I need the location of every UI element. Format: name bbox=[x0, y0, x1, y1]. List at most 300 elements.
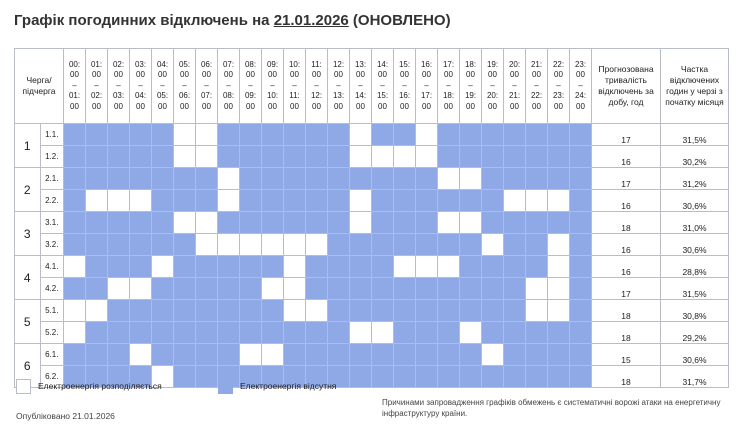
hour-header-3 bbox=[130, 49, 152, 124]
hour-header-15 bbox=[394, 49, 416, 124]
outage-cell bbox=[328, 256, 350, 278]
outage-cell bbox=[328, 278, 350, 300]
outage-share: 31,2% bbox=[661, 168, 729, 190]
outage-cell bbox=[306, 212, 328, 234]
power-cell bbox=[526, 190, 548, 212]
outage-cell bbox=[108, 256, 130, 278]
outage-cell bbox=[240, 278, 262, 300]
outage-cell bbox=[86, 278, 108, 300]
outage-cell bbox=[526, 322, 548, 344]
outage-cell bbox=[504, 234, 526, 256]
outage-cell bbox=[394, 234, 416, 256]
hour-header-part: – bbox=[402, 80, 407, 90]
hour-header-part: 20: bbox=[486, 91, 499, 101]
hour-header-part: 22: bbox=[530, 91, 543, 101]
outage-cell bbox=[306, 256, 328, 278]
outage-hours: 18 bbox=[592, 300, 661, 322]
hour-header-part: 22: bbox=[552, 59, 565, 69]
power-cell bbox=[196, 212, 218, 234]
outage-hours: 15 bbox=[592, 344, 661, 366]
outage-cell bbox=[108, 322, 130, 344]
outage-cell bbox=[504, 344, 526, 366]
outage-share: 30,2% bbox=[661, 146, 729, 168]
hour-header-19 bbox=[482, 49, 504, 124]
outage-cell bbox=[262, 146, 284, 168]
outage-cell bbox=[328, 146, 350, 168]
schedule-body bbox=[15, 124, 729, 388]
outage-cell bbox=[460, 190, 482, 212]
hour-header-part: 17: bbox=[442, 59, 455, 69]
outage-cell bbox=[526, 212, 548, 234]
outage-cell bbox=[416, 278, 438, 300]
hour-header-part: 14: bbox=[354, 91, 367, 101]
header-row bbox=[15, 49, 729, 124]
power-cell bbox=[284, 256, 306, 278]
power-cell bbox=[548, 256, 570, 278]
outage-cell bbox=[328, 344, 350, 366]
subqueue-label: 5.1. bbox=[40, 300, 63, 322]
hour-header-part: 16: bbox=[420, 59, 433, 69]
outage-share: 28,8% bbox=[661, 256, 729, 278]
outage-cell bbox=[504, 146, 526, 168]
outage-cell bbox=[152, 168, 174, 190]
hour-header-2 bbox=[108, 49, 130, 124]
hour-header-part: 07: bbox=[200, 91, 213, 101]
hour-header-part: – bbox=[226, 80, 231, 90]
outage-cell bbox=[504, 256, 526, 278]
hour-header-part: 00 bbox=[532, 70, 541, 80]
power-cell bbox=[526, 300, 548, 322]
table-row bbox=[15, 124, 729, 146]
outage-cell bbox=[548, 124, 570, 146]
outage-cell bbox=[284, 344, 306, 366]
hour-header-part: 00 bbox=[488, 101, 497, 111]
outage-cell bbox=[394, 278, 416, 300]
hour-header-part: 20: bbox=[508, 59, 521, 69]
hour-header-part: 09: bbox=[266, 59, 279, 69]
outage-cell bbox=[350, 256, 372, 278]
hour-header-10 bbox=[284, 49, 306, 124]
power-cell bbox=[394, 256, 416, 278]
hour-header-part: – bbox=[160, 80, 165, 90]
outage-cell bbox=[570, 344, 592, 366]
outage-cell bbox=[86, 322, 108, 344]
hour-header-part: 00 bbox=[554, 70, 563, 80]
hour-header-part: 00 bbox=[422, 101, 431, 111]
subqueue-label: 4.2. bbox=[40, 278, 63, 300]
outage-schedule-table bbox=[14, 48, 729, 388]
outage-cell bbox=[86, 168, 108, 190]
outage-cell bbox=[570, 146, 592, 168]
hour-header-part: 23: bbox=[552, 91, 565, 101]
power-cell bbox=[416, 146, 438, 168]
outage-cell bbox=[482, 146, 504, 168]
outage-cell bbox=[372, 300, 394, 322]
outage-cell bbox=[416, 234, 438, 256]
outage-cell bbox=[306, 278, 328, 300]
hour-header-part: 24: bbox=[574, 91, 587, 101]
hour-header-part: 00 bbox=[246, 70, 255, 80]
hour-header-part: 12: bbox=[310, 91, 323, 101]
power-cell bbox=[130, 190, 152, 212]
page-title bbox=[14, 12, 451, 29]
outage-share: 30,6% bbox=[661, 344, 729, 366]
hour-header-part: 00 bbox=[444, 101, 453, 111]
outage-cell bbox=[152, 212, 174, 234]
hour-header-part: 00 bbox=[356, 101, 365, 111]
hour-header-part: 11: bbox=[289, 91, 300, 101]
outage-cell bbox=[152, 124, 174, 146]
power-cell bbox=[350, 190, 372, 212]
outage-cell bbox=[240, 300, 262, 322]
hour-header-part: 00 bbox=[334, 70, 343, 80]
outage-cell bbox=[460, 278, 482, 300]
power-cell bbox=[460, 322, 482, 344]
power-cell bbox=[482, 344, 504, 366]
hour-header-part: 00 bbox=[114, 70, 123, 80]
hour-header-part: 07: bbox=[222, 59, 235, 69]
power-cell bbox=[218, 190, 240, 212]
outage-cell bbox=[438, 366, 460, 388]
outage-cell bbox=[460, 300, 482, 322]
outage-cell bbox=[262, 256, 284, 278]
hour-header-20 bbox=[504, 49, 526, 124]
hour-header-part: 00 bbox=[136, 101, 145, 111]
hour-header-part: 06: bbox=[178, 91, 191, 101]
outage-cell bbox=[174, 278, 196, 300]
hour-header-part: 00 bbox=[70, 101, 79, 111]
hour-header-part: – bbox=[248, 80, 253, 90]
outage-cell bbox=[240, 190, 262, 212]
hour-header-part: 14: bbox=[376, 59, 389, 69]
title-suffix: (ОНОВЛЕНО) bbox=[348, 12, 451, 29]
outage-cell bbox=[570, 234, 592, 256]
outage-cell bbox=[372, 278, 394, 300]
queue-number: 4 bbox=[15, 256, 41, 300]
outage-cell bbox=[196, 190, 218, 212]
outage-cell bbox=[460, 366, 482, 388]
power-cell bbox=[438, 168, 460, 190]
hour-header-part: 05: bbox=[156, 91, 169, 101]
hour-header-part: 00 bbox=[224, 70, 233, 80]
outage-share: 31,7% bbox=[661, 366, 729, 388]
outage-cell bbox=[570, 190, 592, 212]
hour-header-part: 09: bbox=[244, 91, 257, 101]
hour-header-9 bbox=[262, 49, 284, 124]
hour-header-part: 10: bbox=[288, 59, 301, 69]
hour-header-part: 18: bbox=[464, 59, 477, 69]
power-cell bbox=[548, 190, 570, 212]
hour-header-part: – bbox=[512, 80, 517, 90]
queue-number: 1 bbox=[15, 124, 41, 168]
outage-cell bbox=[196, 168, 218, 190]
table-row bbox=[15, 344, 729, 366]
hour-header-part: – bbox=[116, 80, 121, 90]
hour-header-part: 21: bbox=[530, 59, 543, 69]
outage-cell bbox=[64, 190, 86, 212]
power-cell bbox=[372, 146, 394, 168]
hour-header-17 bbox=[438, 49, 460, 124]
outage-cell bbox=[174, 300, 196, 322]
power-cell bbox=[130, 344, 152, 366]
outage-cell bbox=[240, 146, 262, 168]
outage-hours: 16 bbox=[592, 146, 661, 168]
outage-cell bbox=[394, 300, 416, 322]
outage-cell bbox=[152, 190, 174, 212]
outage-cell bbox=[284, 212, 306, 234]
outage-cell bbox=[218, 146, 240, 168]
outage-cell bbox=[504, 322, 526, 344]
outage-cell bbox=[218, 344, 240, 366]
outage-cell bbox=[372, 190, 394, 212]
outage-cell bbox=[130, 300, 152, 322]
outage-cell bbox=[460, 256, 482, 278]
power-cell bbox=[372, 322, 394, 344]
hour-header-part: 00 bbox=[136, 70, 145, 80]
hour-header-part: – bbox=[446, 80, 451, 90]
outage-cell bbox=[570, 322, 592, 344]
outage-cell bbox=[548, 366, 570, 388]
hour-header-part: 00 bbox=[70, 70, 79, 80]
outage-cell bbox=[482, 168, 504, 190]
hour-header-part: 00: bbox=[68, 59, 81, 69]
hour-header-part: 00 bbox=[290, 101, 299, 111]
power-cell bbox=[460, 168, 482, 190]
hour-header-part: – bbox=[314, 80, 319, 90]
hour-header-part: – bbox=[490, 80, 495, 90]
outage-cell bbox=[64, 124, 86, 146]
hour-header-part: 00 bbox=[532, 101, 541, 111]
outage-cell bbox=[174, 344, 196, 366]
outage-cell bbox=[306, 190, 328, 212]
outage-cell bbox=[130, 168, 152, 190]
outage-cell bbox=[526, 344, 548, 366]
outage-cell bbox=[328, 322, 350, 344]
hour-header-part: – bbox=[358, 80, 363, 90]
hour-header-part: 00 bbox=[422, 70, 431, 80]
power-cell bbox=[350, 146, 372, 168]
hour-header-18 bbox=[460, 49, 482, 124]
outage-cell bbox=[262, 212, 284, 234]
outage-cell bbox=[196, 278, 218, 300]
hour-header-part: 00 bbox=[114, 101, 123, 111]
hour-header-part: – bbox=[138, 80, 143, 90]
outage-cell bbox=[174, 168, 196, 190]
outage-cell bbox=[438, 124, 460, 146]
outage-cell bbox=[460, 124, 482, 146]
hour-header-part: 00 bbox=[488, 70, 497, 80]
outage-cell bbox=[328, 234, 350, 256]
outage-cell bbox=[372, 124, 394, 146]
outage-cell bbox=[284, 322, 306, 344]
outage-cell bbox=[526, 256, 548, 278]
hour-header-part: 15: bbox=[376, 91, 389, 101]
hour-header-part: 23: bbox=[574, 59, 587, 69]
power-cell bbox=[240, 234, 262, 256]
hour-header-part: 00 bbox=[444, 70, 453, 80]
queue-number: 3 bbox=[15, 212, 41, 256]
outage-cell bbox=[482, 278, 504, 300]
outage-cell bbox=[526, 124, 548, 146]
outage-cell bbox=[504, 278, 526, 300]
outage-hours: 18 bbox=[592, 366, 661, 388]
share-column-header: Частка відключених годин у черзі з початку місяця bbox=[661, 49, 729, 124]
power-cell bbox=[504, 190, 526, 212]
hour-header-4 bbox=[152, 49, 174, 124]
outage-share: 30,8% bbox=[661, 300, 729, 322]
table-row bbox=[15, 278, 729, 300]
outage-cell bbox=[86, 256, 108, 278]
outage-cell bbox=[526, 366, 548, 388]
outage-cell bbox=[86, 234, 108, 256]
power-cell bbox=[482, 234, 504, 256]
outage-cell bbox=[108, 168, 130, 190]
hour-header-23 bbox=[570, 49, 592, 124]
table-row bbox=[15, 168, 729, 190]
outage-cell bbox=[438, 322, 460, 344]
hour-header-7 bbox=[218, 49, 240, 124]
outage-cell bbox=[526, 168, 548, 190]
outage-cell bbox=[86, 212, 108, 234]
subqueue-label: 5.2. bbox=[40, 322, 63, 344]
outage-cell bbox=[130, 234, 152, 256]
table-row bbox=[15, 190, 729, 212]
hour-header-part: 01: bbox=[68, 91, 81, 101]
hour-header-part: 15: bbox=[398, 59, 411, 69]
legend-off bbox=[218, 376, 336, 396]
hour-header-part: – bbox=[578, 80, 583, 90]
outage-cell bbox=[306, 168, 328, 190]
hour-header-part: – bbox=[204, 80, 209, 90]
power-cell bbox=[526, 278, 548, 300]
outage-cell bbox=[240, 256, 262, 278]
outage-cell bbox=[460, 234, 482, 256]
hour-header-part: 00 bbox=[378, 101, 387, 111]
outage-cell bbox=[174, 256, 196, 278]
hour-header-part: 08: bbox=[244, 59, 257, 69]
hour-header-21 bbox=[526, 49, 548, 124]
outage-cell bbox=[196, 300, 218, 322]
outage-cell bbox=[548, 212, 570, 234]
power-cell bbox=[306, 300, 328, 322]
outage-cell bbox=[174, 322, 196, 344]
hour-header-part: 03: bbox=[134, 59, 147, 69]
hour-header-part: – bbox=[380, 80, 385, 90]
outage-cell bbox=[504, 212, 526, 234]
outage-cell bbox=[328, 190, 350, 212]
hour-header-part: 17: bbox=[420, 91, 433, 101]
hour-header-part: – bbox=[556, 80, 561, 90]
outage-cell bbox=[130, 212, 152, 234]
outage-cell bbox=[548, 344, 570, 366]
hour-header-part: 00 bbox=[158, 101, 167, 111]
hour-header-part: 02: bbox=[112, 59, 125, 69]
subqueue-label: 6.2. bbox=[40, 366, 63, 388]
outage-cell bbox=[504, 300, 526, 322]
power-cell bbox=[130, 278, 152, 300]
subqueue-label: 2.2. bbox=[40, 190, 63, 212]
outage-cell bbox=[306, 344, 328, 366]
hour-header-part: 03: bbox=[112, 91, 125, 101]
outage-cell bbox=[526, 146, 548, 168]
table-row bbox=[15, 234, 729, 256]
hour-header-11 bbox=[306, 49, 328, 124]
outage-cell bbox=[504, 366, 526, 388]
hour-header-part: – bbox=[534, 80, 539, 90]
subqueue-label: 1.1. bbox=[40, 124, 63, 146]
outage-cell bbox=[108, 300, 130, 322]
title-date: 21.01.2026 bbox=[273, 12, 349, 29]
hour-header-part: 00 bbox=[378, 70, 387, 80]
hour-header-part: 00 bbox=[356, 70, 365, 80]
outage-cell bbox=[218, 322, 240, 344]
hour-header-part: 01: bbox=[90, 59, 103, 69]
hour-header-part: 00 bbox=[92, 101, 101, 111]
power-cell bbox=[152, 256, 174, 278]
legend-swatch-on bbox=[16, 379, 31, 394]
hour-header-part: 00 bbox=[510, 101, 519, 111]
hour-header-part: 00 bbox=[576, 70, 585, 80]
power-cell bbox=[64, 256, 86, 278]
outage-cell bbox=[130, 124, 152, 146]
power-cell bbox=[416, 124, 438, 146]
hour-header-part: 00 bbox=[400, 101, 409, 111]
hour-header-part: 00 bbox=[312, 101, 321, 111]
outage-cell bbox=[262, 168, 284, 190]
queue-number: 2 bbox=[15, 168, 41, 212]
outage-hours: 16 bbox=[592, 256, 661, 278]
outage-cell bbox=[548, 322, 570, 344]
outage-cell bbox=[196, 366, 218, 388]
table-row bbox=[15, 300, 729, 322]
outage-cell bbox=[262, 322, 284, 344]
outage-cell bbox=[416, 344, 438, 366]
hour-header-part: 06: bbox=[200, 59, 213, 69]
hour-header-part: 00 bbox=[202, 101, 211, 111]
outage-cell bbox=[284, 190, 306, 212]
outage-cell bbox=[328, 212, 350, 234]
hour-header-part: – bbox=[468, 80, 473, 90]
outage-cell bbox=[394, 212, 416, 234]
outage-cell bbox=[130, 322, 152, 344]
outage-cell bbox=[416, 300, 438, 322]
outage-cell bbox=[438, 300, 460, 322]
outage-cell bbox=[108, 234, 130, 256]
outage-cell bbox=[394, 124, 416, 146]
power-cell bbox=[174, 146, 196, 168]
hour-header-part: 00 bbox=[92, 70, 101, 80]
table-row bbox=[15, 256, 729, 278]
outage-hours: 17 bbox=[592, 124, 661, 146]
outage-cell bbox=[86, 146, 108, 168]
outage-cell bbox=[108, 124, 130, 146]
power-cell bbox=[350, 322, 372, 344]
outage-cell bbox=[570, 124, 592, 146]
hour-header-part: 00 bbox=[180, 70, 189, 80]
outage-cell bbox=[482, 124, 504, 146]
power-cell bbox=[416, 256, 438, 278]
outage-cell bbox=[130, 256, 152, 278]
power-cell bbox=[218, 234, 240, 256]
outage-share: 31,5% bbox=[661, 278, 729, 300]
power-cell bbox=[196, 124, 218, 146]
outage-cell bbox=[482, 256, 504, 278]
power-cell bbox=[262, 278, 284, 300]
hour-header-5 bbox=[174, 49, 196, 124]
power-cell bbox=[174, 212, 196, 234]
outage-cell bbox=[218, 300, 240, 322]
outage-cell bbox=[108, 212, 130, 234]
